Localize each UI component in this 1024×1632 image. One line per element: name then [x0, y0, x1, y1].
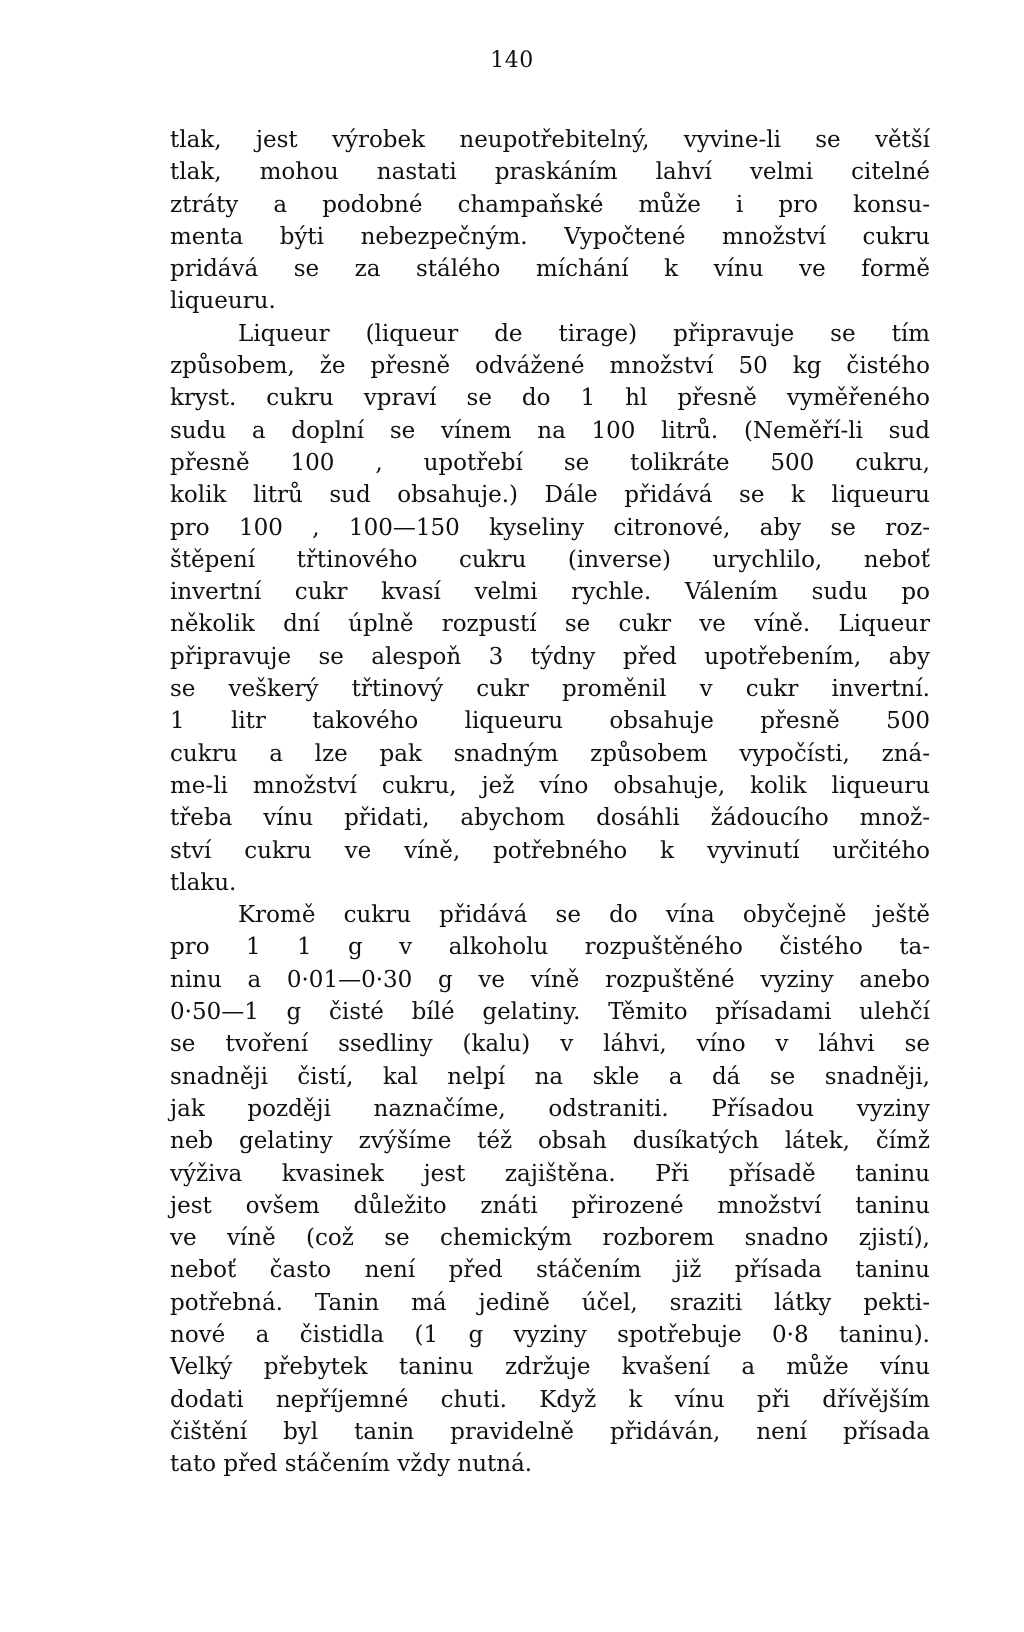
- text-line: nové a čistidla (1 g vyziny spotřebuje 0·8 taninu).: [170, 1321, 930, 1348]
- text-line: několik dní úplně rozpustí se cukr ve víně. Liqueur: [170, 611, 930, 638]
- text-line: ve víně (což se chemickým rozborem snadno zjistí),: [170, 1225, 930, 1252]
- text-line: jest ovšem důležito znáti přirozené množství taninu: [170, 1192, 930, 1219]
- text-line: Kromě cukru přidává se do vína obyčejně ještě: [238, 902, 930, 929]
- text-line: pro 1 1 g v alkoholu rozpuštěného čistého ta-: [170, 934, 930, 961]
- text-line: sudu a doplní se vínem na 100 litrů. (Neměří-li sud: [170, 417, 930, 444]
- text-line: pridává se za stálého míchání k vínu ve formě: [170, 256, 930, 283]
- text-line: ztráty a podobné champaňské může i pro konsu-: [170, 191, 930, 218]
- text-line: ninu a 0·01—0·30 g ve víně rozpuštěné vyziny anebo: [170, 966, 930, 993]
- text-line: neboť často není před stáčením již přísada taninu: [170, 1257, 930, 1284]
- text-line: výživa kvasinek jest zajištěna. Při přísadě taninu: [170, 1160, 930, 1187]
- text-line: tlak, jest výrobek neupotřebitelný, vyvine-li se větší: [170, 127, 930, 153]
- text-line: menta býti nebezpečným. Vypočtené množství cukru: [170, 223, 930, 250]
- text-line: jak později naznačíme, odstraniti. Přísadou vyziny: [170, 1095, 930, 1122]
- text-line: tlak, mohou nastati praskáním lahví velmi citelné: [170, 159, 930, 186]
- text-line: invertní cukr kvasí velmi rychle. Válením sudu po: [170, 579, 930, 606]
- text-line: se tvoření ssedliny (kalu) v láhvi, víno v láhvi se: [170, 1031, 930, 1058]
- text-line: třeba vínu přidati, abychom dosáhli žádoucího množ-: [170, 805, 930, 832]
- text-line: neb gelatiny zvýšíme též obsah dusíkatých látek, čímž: [170, 1128, 930, 1155]
- text-line: kolik litrů sud obsahuje.) Dále přidává se k liqueuru: [170, 482, 930, 509]
- text-line: Liqueur (liqueur de tirage) připravuje se tím: [238, 320, 930, 347]
- text-line: 0·50—1 g čisté bílé gelatiny. Těmito přísadami ulehčí: [170, 999, 930, 1026]
- text-line: čištění byl tanin pravidelně přidáván, není přísada: [170, 1418, 930, 1445]
- text-line: ství cukru ve víně, potřebného k vyvinutí určitého: [170, 837, 930, 864]
- text-line: kryst. cukru vpraví se do 1 hl přesně vyměřeného: [170, 385, 930, 412]
- page-number: 140: [490, 48, 534, 73]
- text-line: přesně 100 , upotřebí se tolikráte 500 cukru,: [170, 449, 930, 476]
- text-line: me-li množství cukru, jež víno obsahuje, kolik liqueuru: [170, 772, 930, 799]
- text-line: Velký přebytek taninu zdržuje kvašení a může vínu: [170, 1354, 930, 1381]
- text-line: snadněji čistí, kal nelpí na skle a dá se snadněji,: [170, 1063, 930, 1090]
- text-line: cukru a lze pak snadným způsobem vypočísti, zná-: [170, 740, 930, 767]
- body-text: [170, 124, 930, 1480]
- text-line: připravuje se alespoň 3 týdny před upotřebením, aby: [170, 643, 930, 670]
- text-line: tlaku.: [170, 869, 237, 896]
- text-line: způsobem, že přesně odvážené množství 50 kg čistého: [170, 353, 930, 380]
- text-line: štěpení třtinového cukru (inverse) urychlilo, neboť: [170, 546, 930, 573]
- text-line: pro 100 , 100—150 kyseliny citronové, aby se roz-: [170, 514, 930, 541]
- text-line: se veškerý třtinový cukr proměnil v cukr invertní.: [170, 676, 930, 703]
- text-line: dodati nepříjemné chuti. Když k vínu při dřívějším: [170, 1386, 930, 1413]
- text-line: liqueuru.: [170, 288, 276, 315]
- text-line: tato před stáčením vždy nutná.: [170, 1451, 533, 1478]
- text-line: 1 litr takového liqueuru obsahuje přesně 500: [170, 708, 930, 735]
- text-line: potřebná. Tanin má jedině účel, sraziti látky pekti-: [170, 1289, 930, 1316]
